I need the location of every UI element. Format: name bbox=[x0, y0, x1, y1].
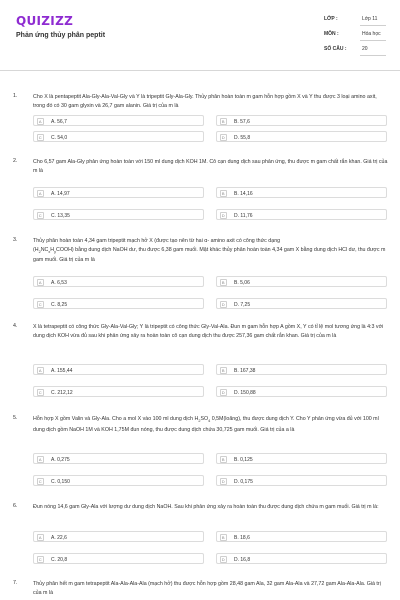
option-d[interactable] bbox=[216, 298, 387, 309]
option-letter: B bbox=[221, 368, 225, 374]
question-number: 1. bbox=[13, 93, 18, 99]
page-header bbox=[0, 0, 400, 70]
option-c[interactable] bbox=[33, 209, 204, 220]
meta-label: SỐ CÂU : bbox=[324, 46, 347, 52]
option-value: A. 22,6 bbox=[51, 534, 67, 541]
question-number: 5. bbox=[13, 415, 18, 421]
option-d[interactable] bbox=[216, 553, 387, 564]
question-text-part: NC bbox=[40, 246, 49, 253]
question-text bbox=[33, 237, 389, 265]
option-letter: A bbox=[38, 119, 42, 125]
question-text-part: 0,5M(loãng), thu được dung dịch Y. Cho Y phản ứng vừa đủ với 100 ml dung dịch gồm NaOH 1M và KOH 1,75M đun nóng, thu được dung dịch chứa 30,725 gam muối. Giá trị của a là bbox=[33, 416, 379, 433]
option-value: A. 14,97 bbox=[51, 190, 70, 197]
question-text-part: H bbox=[50, 246, 55, 253]
option-value: A. 6,53 bbox=[51, 279, 67, 286]
option-value: C. 20,8 bbox=[51, 556, 68, 563]
option-b[interactable] bbox=[216, 364, 387, 375]
subscript: x bbox=[48, 249, 51, 254]
subscript: 2 bbox=[38, 249, 41, 254]
option-letter: D bbox=[221, 557, 225, 563]
option-a[interactable] bbox=[33, 187, 204, 198]
quizizz-logo: QUIZIZZ bbox=[16, 14, 74, 28]
option-value: D. 16,8 bbox=[234, 556, 251, 563]
question-number: 7. bbox=[13, 580, 18, 586]
question-text: Thủy phân hết m gam tetrapeptit Ala-Ala-Ala-Ala (mạch hở) thu được hỗn hợp gồm 28,48 gam Ala, 32 gam Ala-Ala và 27,72 gam Ala-Ala-Ala. Giá trị của m là bbox=[33, 581, 381, 596]
option-a[interactable] bbox=[33, 364, 204, 375]
option-value: C. 212,12 bbox=[51, 389, 73, 396]
question-text-part: (H bbox=[33, 246, 39, 253]
option-letter: D bbox=[221, 213, 225, 219]
option-letter: B bbox=[221, 457, 225, 463]
option-letter: C bbox=[38, 557, 42, 563]
option-b[interactable] bbox=[216, 276, 387, 287]
meta-label: MÔN : bbox=[324, 31, 339, 37]
option-value: D. 150,88 bbox=[234, 389, 256, 396]
option-d[interactable] bbox=[216, 209, 387, 220]
option-value: B. 18,6 bbox=[234, 534, 250, 541]
header-divider bbox=[0, 70, 400, 71]
option-letter: C bbox=[38, 302, 42, 308]
question-number: 2. bbox=[13, 158, 18, 164]
meta-value: Hóa học bbox=[362, 31, 381, 37]
meta-value: Lớp 11 bbox=[362, 16, 378, 22]
option-value: B. 57,6 bbox=[234, 118, 250, 125]
question-text-part: Hỗn hợp X gồm Valin và Gly-Ala. Cho a mol X vào 100 ml dung dịch H bbox=[33, 416, 199, 422]
option-letter: B bbox=[221, 191, 225, 197]
question-text-part: Thủy phân hoàn toàn 4,34 gam tripeptit mạch hở X (được tạo nên từ hai α- amino axit có công thức dạng bbox=[33, 238, 281, 244]
option-letter: D bbox=[221, 479, 225, 485]
option-value: D. 11,76 bbox=[234, 212, 253, 219]
option-letter: C bbox=[38, 135, 42, 141]
meta-question-count bbox=[324, 46, 386, 58]
option-value: C. 54,0 bbox=[51, 134, 68, 141]
option-value: B. 5,06 bbox=[234, 279, 250, 286]
option-a[interactable] bbox=[33, 115, 204, 126]
option-value: B. 14,16 bbox=[234, 190, 253, 197]
option-b[interactable] bbox=[216, 187, 387, 198]
option-d[interactable] bbox=[216, 386, 387, 397]
option-a[interactable] bbox=[33, 453, 204, 464]
option-value: C. 13,35 bbox=[51, 212, 70, 219]
question-text: Đun nóng 14,6 gam Gly-Ala với lượng dư dung dịch NaOH. Sau khi phản ứng xảy ra hoàn toàn thu được dung dịch chứa m gam muối. Giá trị m là: bbox=[33, 504, 379, 510]
option-value: D. 55,8 bbox=[234, 134, 251, 141]
option-letter: B bbox=[221, 119, 225, 125]
meta-label: LỚP : bbox=[324, 16, 338, 22]
subscript: 2 bbox=[198, 419, 201, 424]
question-text bbox=[33, 415, 389, 434]
subscript: 4 bbox=[208, 419, 211, 424]
option-letter: B bbox=[221, 535, 225, 541]
question-number: 3. bbox=[13, 237, 18, 243]
option-c[interactable] bbox=[33, 386, 204, 397]
meta-value: 20 bbox=[362, 46, 368, 52]
option-value: A. 0,275 bbox=[51, 456, 70, 463]
option-b[interactable] bbox=[216, 531, 387, 542]
question-number: 4. bbox=[13, 323, 18, 329]
option-value: D. 7,25 bbox=[234, 301, 251, 308]
option-letter: D bbox=[221, 135, 225, 141]
question-number: 6. bbox=[13, 503, 18, 509]
meta-underline bbox=[360, 55, 386, 56]
option-value: B. 167,38 bbox=[234, 367, 256, 374]
option-value: C. 0,150 bbox=[51, 478, 70, 485]
meta-class bbox=[324, 16, 386, 28]
option-c[interactable] bbox=[33, 298, 204, 309]
option-value: B. 0,125 bbox=[234, 456, 253, 463]
option-letter: A bbox=[38, 191, 42, 197]
option-a[interactable] bbox=[33, 276, 204, 287]
option-letter: B bbox=[221, 280, 225, 286]
option-a[interactable] bbox=[33, 531, 204, 542]
option-d[interactable] bbox=[216, 131, 387, 142]
question-text: X là tetrapeptit có công thức Gly-Ala-Val-Gly; Y là tripeptit có công thức Gly-Val-Ala. Đun m gam hỗn hợp A gồm X, Y có tỉ lệ mol tương ứng là 4:3 với dung dịch KOH vừa đủ sau khi phản ứng xảy ra hoàn toàn cô cạn dung dịch thu được 257,36 gam chất rắn khan. Giá trị của m là bbox=[33, 324, 384, 339]
option-letter: A bbox=[38, 368, 42, 374]
question-text: Cho 6,57 gam Ala-Gly phản ứng hoàn toàn với 150 ml dung dịch KOH 1M. Cô cạn dung dịch sau phản ứng, thu được m gam chất rắn khan. Giá trị của m là bbox=[33, 159, 388, 174]
option-c[interactable] bbox=[33, 553, 204, 564]
page-title: Phản ứng thủy phân peptit bbox=[16, 32, 106, 39]
question-text-part: SO bbox=[200, 416, 209, 422]
option-letter: D bbox=[221, 302, 225, 308]
option-value: C. 8,25 bbox=[51, 301, 68, 308]
option-letter: D bbox=[221, 390, 225, 396]
meta-subject bbox=[324, 31, 386, 43]
option-letter: C bbox=[38, 213, 42, 219]
option-letter: C bbox=[38, 390, 42, 396]
option-d[interactable] bbox=[216, 475, 387, 486]
option-value: A. 56,7 bbox=[51, 118, 67, 125]
option-letter: A bbox=[38, 280, 42, 286]
option-letter: A bbox=[38, 535, 42, 541]
meta-underline bbox=[360, 40, 386, 41]
option-value: D. 0,175 bbox=[234, 478, 253, 485]
option-letter: C bbox=[38, 479, 42, 485]
option-c[interactable] bbox=[33, 475, 204, 486]
option-b[interactable] bbox=[216, 453, 387, 464]
question-text-part: COOH) bằng dung dịch NaOH dư, thu được 6,38 gam muối. Mặt khác thủy phân hoàn toàn 4,34 gam X bằng dung dịch HCl dư, thu được m gam muối. Giá trị của m là bbox=[33, 246, 386, 264]
option-letter: A bbox=[38, 457, 42, 463]
question-text: Cho X là pentapeptit Ala-Gly-Ala-Val-Gly và Y là tripeptit Gly-Ala-Gly. Thủy phân hoàn toàn m gam hỗn hợp gồm X và Y thu được 3 loại amino axit, trong đó có 30 gam glyxin và 26,7 gam alanin. Giá trị của m là bbox=[33, 94, 377, 109]
option-c[interactable] bbox=[33, 131, 204, 142]
meta-underline bbox=[360, 25, 386, 26]
option-b[interactable] bbox=[216, 115, 387, 126]
subscript: y bbox=[54, 249, 57, 254]
option-value: A. 155,44 bbox=[51, 367, 73, 374]
